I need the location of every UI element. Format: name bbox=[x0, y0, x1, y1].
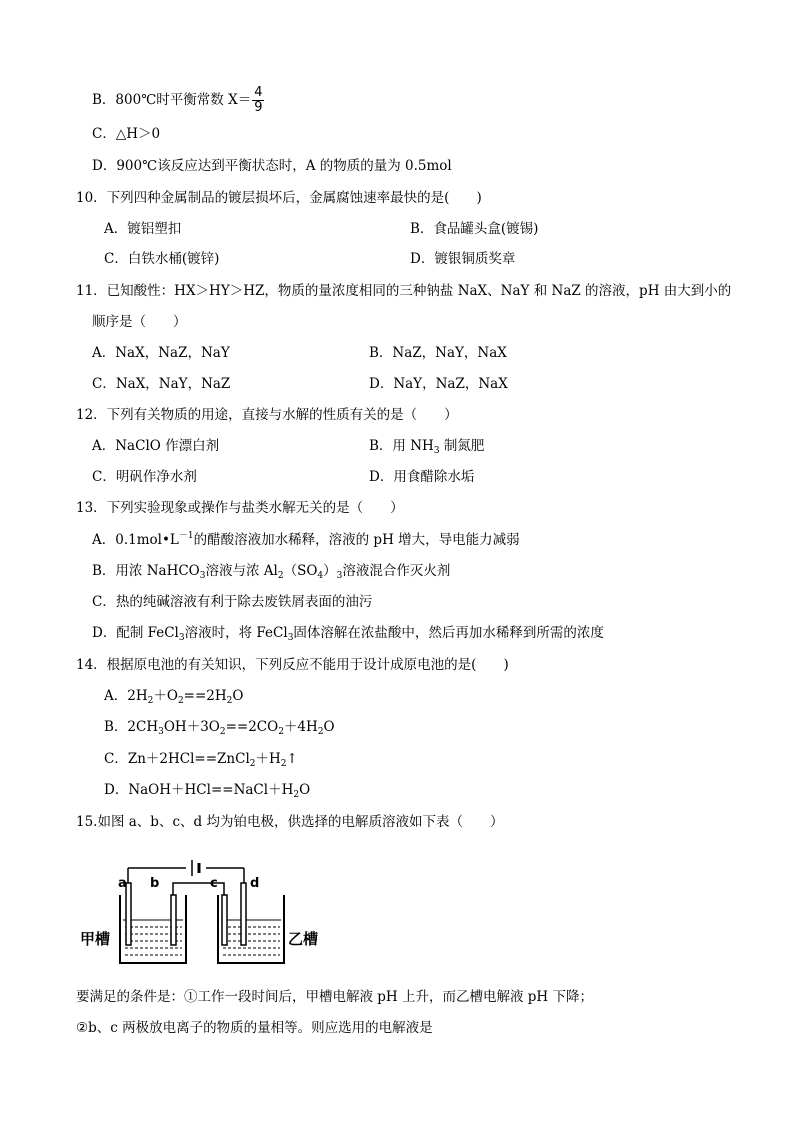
electrode-d bbox=[241, 883, 246, 945]
text: 的醋酸溶液加水稀释，溶液的 pH 增大，导电能力减弱 bbox=[193, 532, 520, 548]
electrolysis-diagram bbox=[80, 845, 330, 970]
subscript: 3 bbox=[199, 571, 206, 581]
subscript: 4 bbox=[317, 571, 324, 581]
q15-stem: 15.如图 a、b、c、d 均为铂电极，供选择的电解质溶液如下表（ ） bbox=[76, 814, 504, 830]
text: A．0.1mol•L bbox=[92, 532, 179, 548]
fraction-denominator: 9 bbox=[254, 100, 263, 115]
text: 溶液时，将 FeCl bbox=[184, 625, 288, 641]
q10-option-b: B．食品罐头盒(镀锡) bbox=[410, 221, 539, 237]
text: C．Zn＋2HCl==ZnCl bbox=[104, 751, 250, 767]
q11-option-b: B．NaZ，NaY，NaX bbox=[369, 345, 507, 361]
label-d: d bbox=[250, 876, 260, 891]
q11-option-a: A．NaX，NaZ，NaY bbox=[92, 345, 230, 361]
q12-option-b bbox=[369, 436, 484, 456]
subscript: 2 bbox=[293, 790, 300, 800]
text: ==2H bbox=[183, 688, 227, 704]
q11-option-d: D．NaY，NaZ，NaX bbox=[369, 376, 508, 392]
text: 制氮肥 bbox=[439, 438, 485, 454]
q10-option-a: A．镀铝塑扣 bbox=[104, 221, 182, 237]
text: ＋O bbox=[153, 688, 178, 704]
fraction-numerator: 4 bbox=[254, 85, 263, 100]
text: OH＋3O bbox=[163, 719, 220, 735]
text: ＋H bbox=[255, 751, 281, 767]
subscript: 2 bbox=[219, 727, 226, 737]
q13-stem: 13．下列实验现象或操作与盐类水解无关的是（ ） bbox=[76, 500, 404, 516]
superscript: －1 bbox=[178, 531, 194, 541]
text: 溶液与浓 Al bbox=[205, 563, 278, 579]
label-b: b bbox=[150, 876, 160, 891]
text: B．用 NH bbox=[369, 438, 434, 454]
q9-option-b bbox=[92, 86, 264, 115]
q10-option-c: C．白铁水桶(镀锌) bbox=[104, 251, 220, 267]
liquid-right bbox=[223, 927, 280, 955]
text: ＋4H bbox=[283, 719, 318, 735]
q12-option-d: D．用食醋除水垢 bbox=[369, 469, 475, 485]
subscript: 3 bbox=[336, 571, 343, 581]
subscript: 3 bbox=[158, 727, 164, 737]
q14-option-b bbox=[104, 717, 335, 737]
subscript: 3 bbox=[178, 633, 185, 643]
text: D．NaOH＋HCl==NaCl＋H bbox=[104, 782, 294, 798]
label-cell-left: 甲槽 bbox=[80, 930, 111, 948]
subscript: 2 bbox=[226, 696, 233, 706]
text: （SO bbox=[283, 563, 318, 579]
text: 溶液混合作灭火剂 bbox=[342, 563, 451, 579]
q14-stem: 14．根据原电池的有关知识，下列反应不能用于设计成原电池的是( ) bbox=[76, 657, 509, 673]
text: 固体溶解在浓盐酸中，然后再加水稀释到所需的浓度 bbox=[293, 625, 604, 641]
q14-option-a bbox=[104, 686, 243, 706]
subscript: 3 bbox=[433, 446, 440, 456]
q14-option-d bbox=[104, 780, 310, 800]
q9-option-c: C．△H＞0 bbox=[92, 126, 161, 142]
subscript: 2 bbox=[278, 727, 284, 737]
subscript: 2 bbox=[317, 727, 324, 737]
q15-condition-2: ②b、c 两极放电离子的物质的量相等。则应选用的电解液是 bbox=[76, 1020, 433, 1036]
electrode-b bbox=[171, 895, 176, 945]
q13-option-a bbox=[92, 530, 520, 550]
text: A．2H bbox=[104, 688, 148, 704]
text: O bbox=[232, 688, 244, 704]
q11-stem-line1: 11．已知酸性：HX＞HY＞HZ，物质的量浓度相同的三种钠盐 NaX、NaY 和 NaZ 的溶液，pH 由大到小的 bbox=[76, 283, 732, 299]
text: B．2CH bbox=[104, 719, 159, 735]
label-a: a bbox=[118, 876, 127, 891]
text: ） bbox=[323, 563, 337, 579]
text: D．配制 FeCl bbox=[92, 625, 179, 641]
text: O bbox=[323, 719, 335, 735]
q11-option-c: C．NaX，NaY，NaZ bbox=[92, 376, 231, 392]
text: B．用浓 NaHCO bbox=[92, 563, 200, 579]
text: ==2CO bbox=[225, 719, 279, 735]
q10-stem: 10．下列四种金属制品的镀层损坏后，金属腐蚀速率最快的是( ) bbox=[76, 190, 482, 206]
subscript: 2 bbox=[277, 571, 284, 581]
q13-option-c: C．热的纯碱溶液有利于除去废铁屑表面的油污 bbox=[92, 594, 373, 610]
subscript: 2 bbox=[280, 759, 287, 769]
q14-option-c bbox=[104, 749, 298, 769]
q9-option-b-text: B．800℃时平衡常数 X＝ bbox=[92, 92, 252, 108]
q11-stem-line2: 顺序是（ ） bbox=[92, 314, 187, 330]
q12-stem: 12．下列有关物质的用途，直接与水解的性质有关的是（ ） bbox=[76, 407, 458, 423]
q13-option-d bbox=[92, 623, 604, 643]
q9-option-d: D．900℃该反应达到平衡状态时，A 的物质的量为 0.5mol bbox=[92, 158, 452, 174]
q12-option-a: A．NaClO 作漂白剂 bbox=[92, 438, 220, 454]
fraction bbox=[252, 86, 264, 115]
subscript: 3 bbox=[287, 633, 294, 643]
label-c: c bbox=[210, 876, 218, 891]
electrode-c bbox=[222, 895, 227, 945]
subscript: 2 bbox=[147, 696, 154, 706]
label-cell-right: 乙槽 bbox=[288, 930, 319, 948]
q10-option-d: D．镀银铜质奖章 bbox=[410, 251, 516, 267]
text: ↑ bbox=[286, 751, 298, 767]
electrode-a bbox=[126, 883, 131, 945]
q15-condition-1: 要满足的条件是：①工作一段时间后，甲槽电解液 pH 上升，而乙槽电解液 pH 下降； bbox=[76, 989, 593, 1005]
subscript: 2 bbox=[177, 696, 184, 706]
q13-option-b bbox=[92, 561, 450, 581]
beaker-right bbox=[218, 895, 284, 963]
subscript: 2 bbox=[249, 759, 256, 769]
text: O bbox=[299, 782, 311, 798]
q12-option-c: C．明矾作净水剂 bbox=[92, 469, 197, 485]
